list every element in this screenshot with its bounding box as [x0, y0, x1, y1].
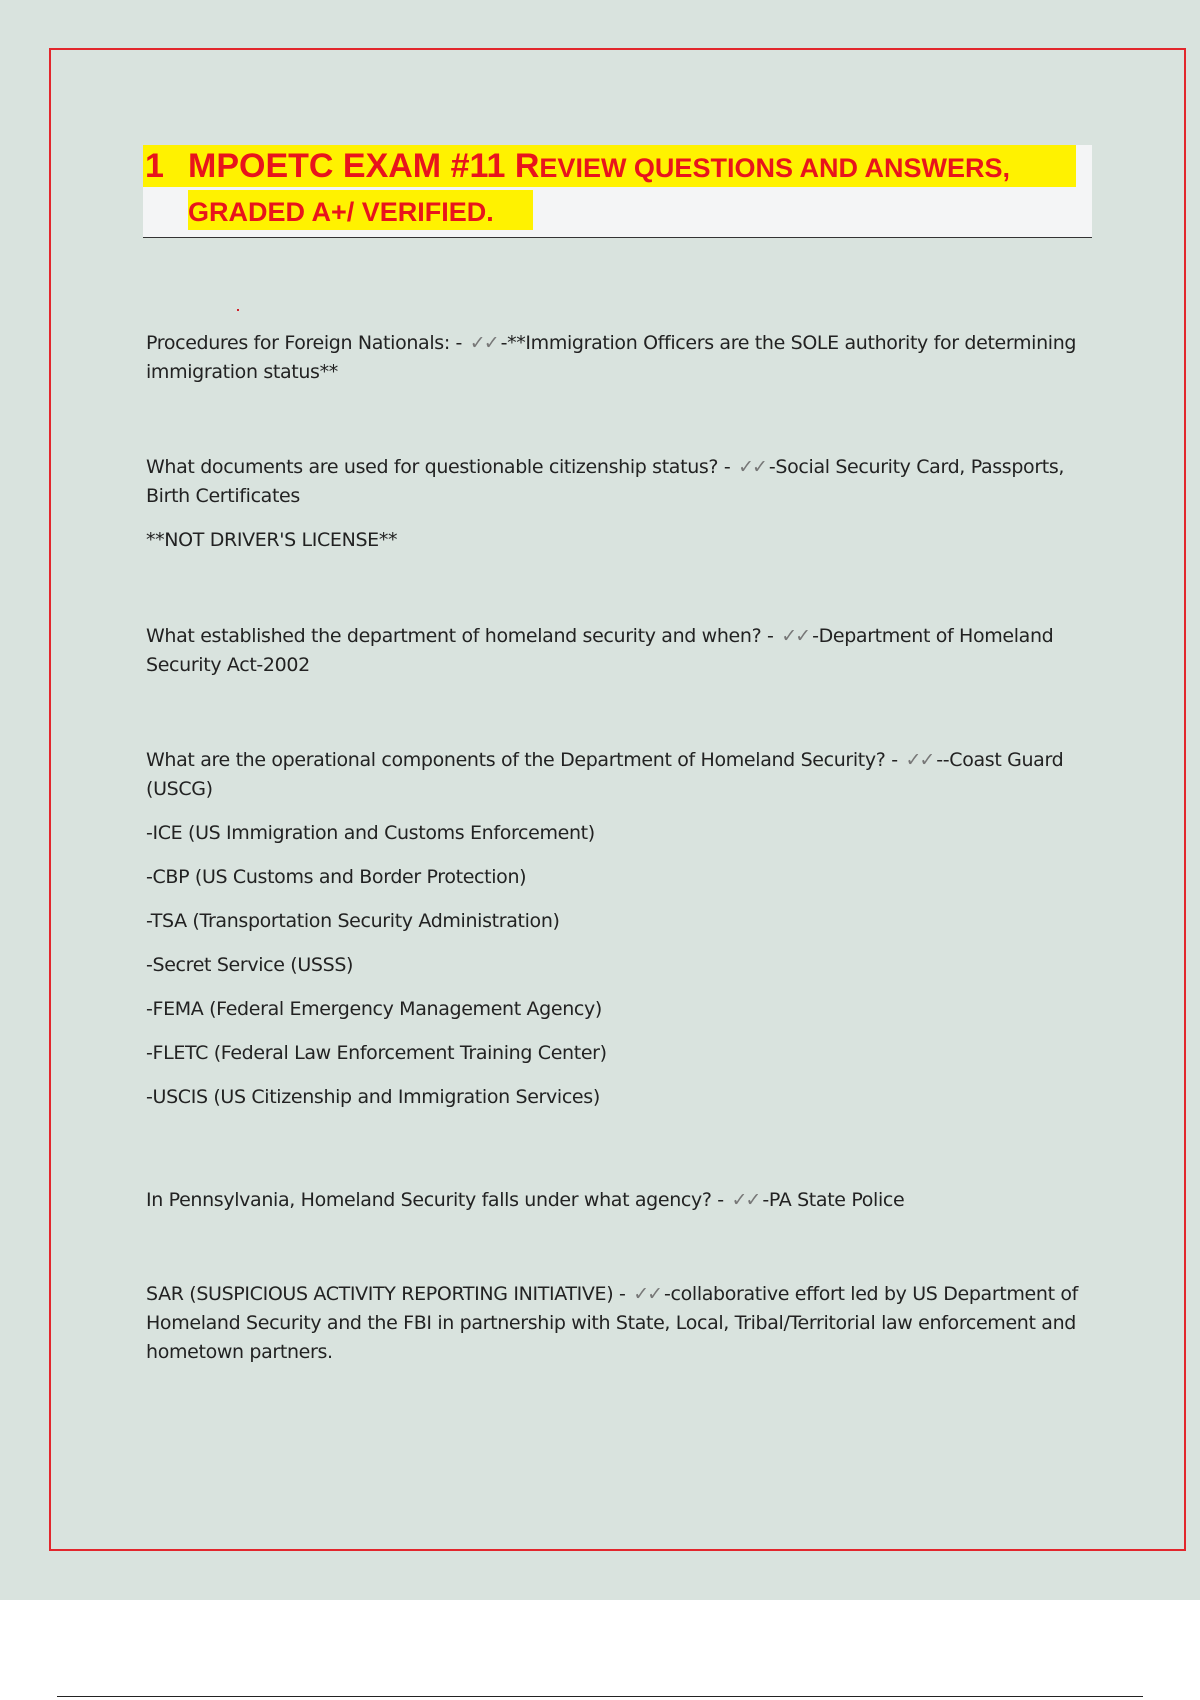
component-item: -Secret Service (USSS): [146, 954, 354, 976]
answer-text: -Department of Homeland Security Act-2002: [146, 625, 1054, 676]
qa-entry: [146, 1280, 1086, 1367]
component-item: -TSA (Transportation Security Administration): [146, 910, 560, 932]
document-heading: [143, 145, 1092, 238]
qa-text: [146, 1280, 1086, 1367]
title-line-1: [188, 145, 1076, 187]
question-text: What are the operational components of the Department of Homeland Security? -: [146, 749, 898, 771]
qa-text: [146, 1186, 1086, 1215]
double-check-icon: ✓✓: [738, 456, 766, 478]
title-line-2: [188, 190, 533, 230]
answer-text: -PA State Police: [762, 1189, 905, 1211]
qa-text: [146, 746, 1086, 804]
qa-text: [146, 453, 1086, 511]
heading-number: 1: [143, 145, 190, 187]
qa-entry: [146, 1186, 1086, 1215]
qa-entry: [146, 622, 1086, 680]
title-line-2-end: +/ VERIFIED.: [331, 197, 494, 227]
title-line-2-smallcaps: GRADED A: [188, 197, 332, 227]
question-text: What established the department of homeland security and when? -: [146, 625, 774, 647]
component-item: -FLETC (Federal Law Enforcement Training Center): [146, 1042, 607, 1064]
question-text: Procedures for Foreign Nationals: -: [146, 332, 463, 354]
answer-text: -**Immigration Officers are the SOLE authority for determining immigration status**: [146, 332, 1077, 383]
component-item: -ICE (US Immigration and Customs Enforcement): [146, 822, 595, 844]
footer-divider: [57, 1696, 1143, 1697]
qa-entry: [146, 329, 1086, 387]
question-text: What documents are used for questionable citizenship status? -: [146, 456, 731, 478]
stray-red-mark: [237, 309, 239, 311]
double-check-icon: ✓✓: [469, 332, 498, 354]
answer-text: -collaborative effort led by US Department of Homeland Security and the FBI in partnership with State, Local, Tribal/Territorial law enforcement and hometown partners.: [146, 1283, 1078, 1363]
double-check-icon: ✓✓: [781, 625, 810, 647]
component-item: -FEMA (Federal Emergency Management Agency): [146, 998, 602, 1020]
qa-text: [146, 329, 1086, 387]
double-check-icon: ✓✓: [633, 1283, 662, 1305]
component-item: -CBP (US Customs and Border Protection): [146, 866, 527, 888]
component-item: -USCIS (US Citizenship and Immigration Services): [146, 1086, 600, 1108]
answer-text: -Social Security Card, Passports, Birth Certificates: [146, 456, 1065, 507]
answer-note: **NOT DRIVER'S LICENSE**: [146, 529, 398, 551]
title-line-1-lead: MPOETC EXAM #11 R: [188, 147, 540, 185]
answer-text: --Coast Guard (USCG): [146, 749, 1064, 800]
qa-entry: [146, 453, 1086, 555]
question-text: SAR (SUSPICIOUS ACTIVITY REPORTING INITIATIVE) -: [146, 1283, 626, 1305]
double-check-icon: ✓✓: [905, 749, 934, 771]
question-text: In Pennsylvania, Homeland Security falls under what agency? -: [146, 1189, 724, 1211]
qa-entry: [146, 746, 1086, 1112]
title-line-1-smallcaps: EVIEW QUESTIONS AND ANSWERS,: [539, 153, 1010, 183]
double-check-icon: ✓✓: [731, 1189, 760, 1211]
qa-text: [146, 622, 1086, 680]
